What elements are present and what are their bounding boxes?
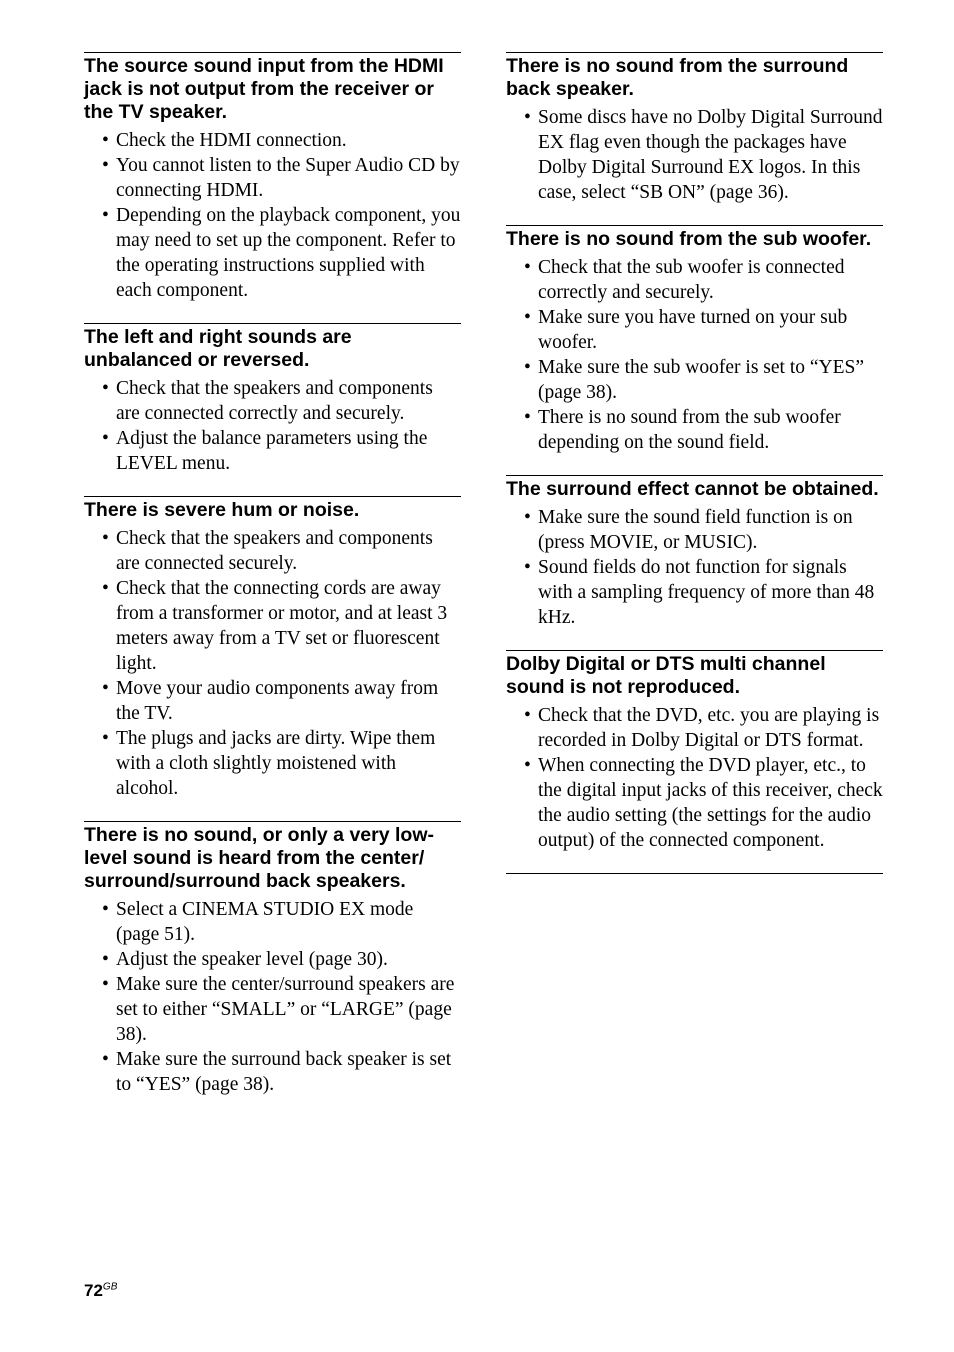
- list-item: • Make sure the surround back speaker is set to “YES” (page 38).: [116, 1047, 461, 1097]
- page-number: [84, 1281, 117, 1301]
- list-item: • Move your audio components away from the TV.: [116, 676, 461, 726]
- list-item: • Make sure the sound field function is on (press MOVIE, or MUSIC).: [538, 505, 883, 555]
- list-item: • Check that the DVD, etc. you are playing is recorded in Dolby Digital or DTS format.: [538, 703, 883, 753]
- section-end-rule: [506, 873, 883, 874]
- troubleshooting-section: [506, 52, 883, 205]
- list-item: • Adjust the speaker level (page 30).: [116, 947, 461, 972]
- bullet-list: [506, 703, 883, 853]
- section-heading: The left and right sounds are unbalanced or reversed.: [84, 326, 352, 371]
- page-number-value: 72: [84, 1281, 103, 1300]
- bullet-list: [506, 505, 883, 630]
- list-item: • There is no sound from the sub woofer depending on the sound field.: [538, 405, 883, 455]
- troubleshooting-section: [84, 323, 461, 476]
- bullet-list: [84, 376, 461, 476]
- list-item: • Make sure the center/surround speakers are set to either “SMALL” or “LARGE” (page 38).: [116, 972, 461, 1047]
- section-heading: The surround effect cannot be obtained.: [506, 478, 879, 500]
- right-column: [506, 52, 883, 874]
- left-column: [84, 52, 461, 1117]
- list-item: • Select a CINEMA STUDIO EX mode (page 51).: [116, 897, 461, 947]
- troubleshooting-section: [84, 496, 461, 801]
- list-item: • Make sure the sub woofer is set to “YES” (page 38).: [538, 355, 883, 405]
- list-item: • You cannot listen to the Super Audio CD by connecting HDMI.: [116, 153, 461, 203]
- bullet-list: [84, 897, 461, 1097]
- section-heading: There is no sound, or only a very low-level sound is heard from the center/ surround/surround back speakers.: [84, 824, 434, 892]
- list-item: • Depending on the playback component, you may need to set up the component. Refer to the operating instructions supplied with each component.: [116, 203, 461, 303]
- troubleshooting-section: [506, 225, 883, 455]
- section-heading: There is no sound from the surround back speaker.: [506, 55, 849, 100]
- troubleshooting-section: [506, 475, 883, 630]
- troubleshooting-section: [84, 52, 461, 303]
- list-item: • Check that the sub woofer is connected correctly and securely.: [538, 255, 883, 305]
- bullet-list: [84, 526, 461, 801]
- section-heading: There is no sound from the sub woofer.: [506, 228, 872, 250]
- list-item: • Some discs have no Dolby Digital Surround EX flag even though the packages have Dolby Digital Surround EX logos. In this case, select “SB ON” (page 36).: [538, 105, 883, 205]
- list-item: • Adjust the balance parameters using the LEVEL menu.: [116, 426, 461, 476]
- bullet-list: [84, 128, 461, 303]
- bullet-list: [506, 105, 883, 205]
- troubleshooting-section: [506, 650, 883, 853]
- list-item: • Sound fields do not function for signals with a sampling frequency of more than 48 kHz.: [538, 555, 883, 630]
- page-number-suffix: GB: [102, 1281, 118, 1293]
- troubleshooting-section: [84, 821, 461, 1097]
- section-heading: Dolby Digital or DTS multi channel sound is not reproduced.: [506, 653, 826, 698]
- list-item: • Check that the speakers and components are connected correctly and securely.: [116, 376, 461, 426]
- section-heading: The source sound input from the HDMI jack is not output from the receiver or the TV speaker.: [84, 55, 444, 123]
- list-item: • When connecting the DVD player, etc., to the digital input jacks of this receiver, check the audio setting (the settings for the audio output) of the connected component.: [538, 753, 883, 853]
- section-heading: There is severe hum or noise.: [84, 499, 360, 521]
- list-item: • Check that the speakers and components are connected securely.: [116, 526, 461, 576]
- list-item: • Check that the connecting cords are away from a transformer or motor, and at least 3 meters away from a TV set or fluorescent light.: [116, 576, 461, 676]
- list-item: • Make sure you have turned on your sub woofer.: [538, 305, 883, 355]
- list-item: • Check the HDMI connection.: [116, 128, 461, 153]
- list-item: • The plugs and jacks are dirty. Wipe them with a cloth slightly moistened with alcohol.: [116, 726, 461, 801]
- bullet-list: [506, 255, 883, 455]
